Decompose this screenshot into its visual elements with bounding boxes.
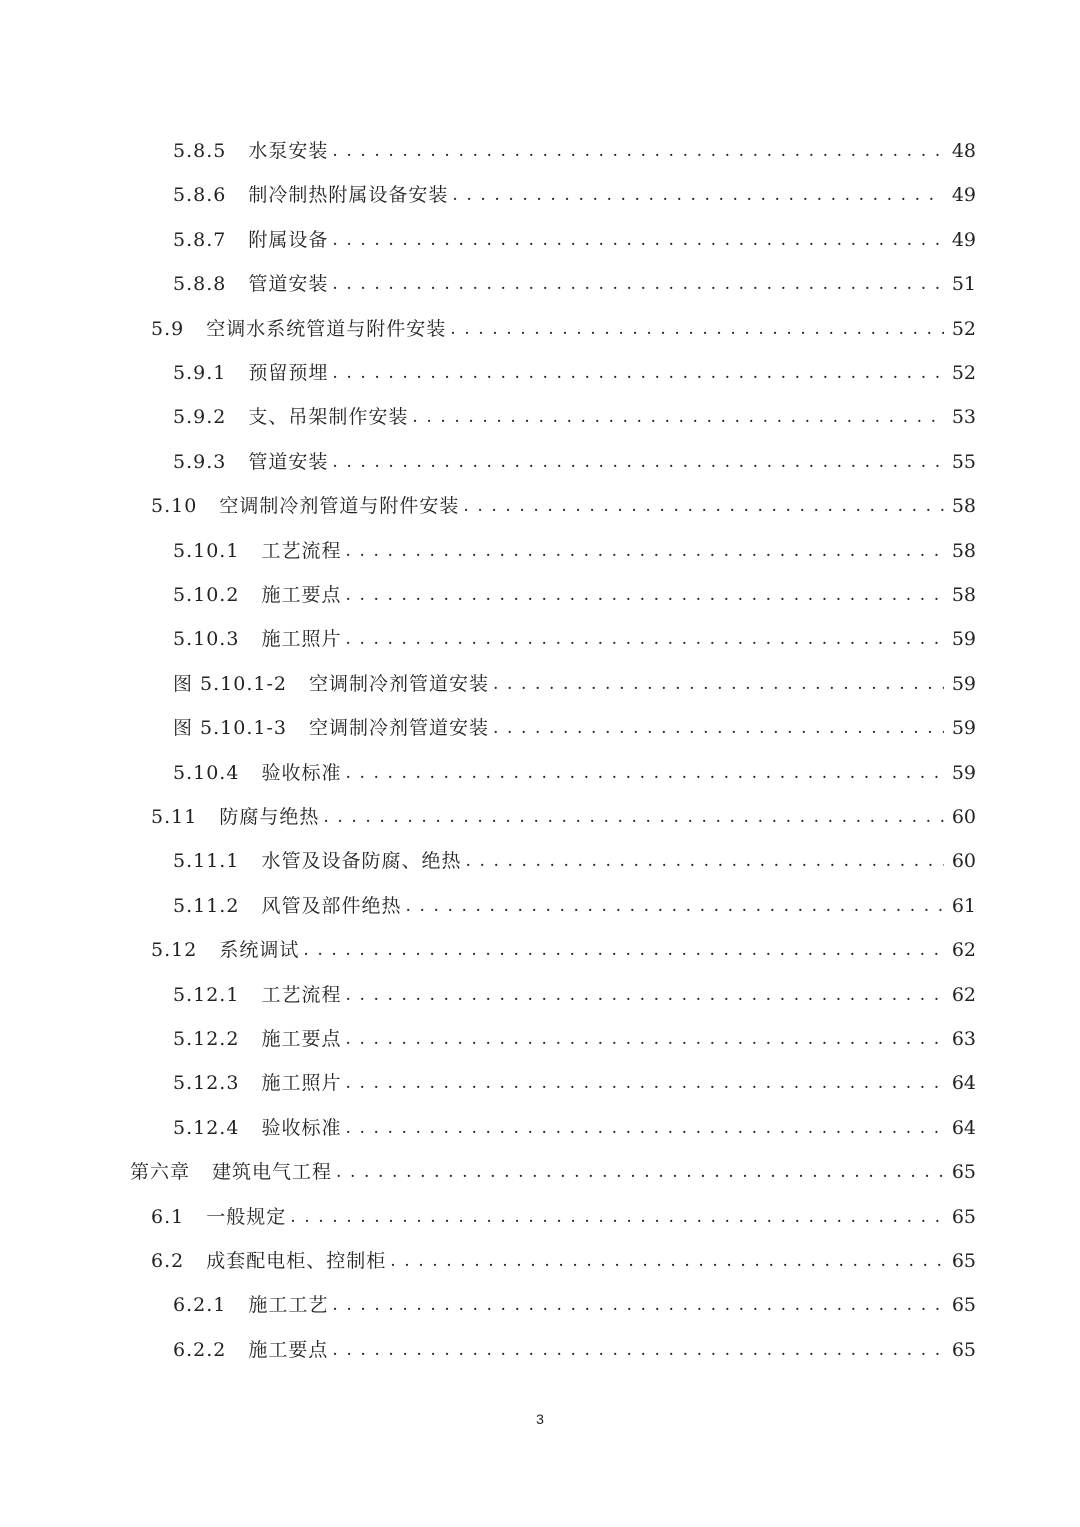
toc-dot-leader <box>336 1150 944 1194</box>
toc-entry-title: 管道安装 <box>248 450 329 473</box>
toc-entry[interactable] <box>173 529 976 573</box>
toc-entry-title: 系统调试 <box>219 939 300 962</box>
toc-entry-page: 52 <box>951 362 976 384</box>
toc-entry-page: 60 <box>951 806 976 828</box>
toc-entry-page: 59 <box>951 628 976 651</box>
toc-entry-number: 5.12.4 <box>173 1116 240 1139</box>
toc-entry-page: 64 <box>951 1116 976 1139</box>
toc-dot-leader <box>332 1328 944 1372</box>
toc-entry-number: 6.2.1 <box>173 1294 227 1317</box>
toc-entry-title: 施工照片 <box>261 628 342 651</box>
toc-dot-leader <box>493 662 944 706</box>
toc-entry-page: 55 <box>951 450 976 473</box>
toc-dot-leader <box>390 1239 944 1283</box>
toc-entry[interactable] <box>151 484 976 528</box>
toc-entry[interactable] <box>173 1283 976 1327</box>
toc-dot-leader <box>332 129 944 173</box>
toc-entry-number: 6.2 <box>151 1250 185 1272</box>
toc-entry-title: 建筑电气工程 <box>212 1161 333 1184</box>
toc-entry[interactable] <box>173 706 976 750</box>
toc-dot-leader <box>345 1017 944 1061</box>
toc-entry-title: 施工工艺 <box>248 1294 329 1317</box>
toc-entry-page: 62 <box>951 983 976 1006</box>
toc-entry-number: 5.8.6 <box>173 184 227 207</box>
toc-dot-leader <box>332 440 944 484</box>
toc-entry-title: 施工照片 <box>261 1072 342 1095</box>
toc-dot-leader <box>345 617 944 661</box>
toc-entry-page: 59 <box>951 717 976 740</box>
toc-entry[interactable] <box>151 928 976 972</box>
toc-entry-page: 65 <box>951 1294 976 1317</box>
toc-entry-page: 58 <box>951 495 976 518</box>
toc-entry-number: 5.10.3 <box>173 628 240 651</box>
toc-entry[interactable] <box>151 1239 976 1283</box>
toc-entry-page: 63 <box>951 1028 976 1050</box>
toc-entry-title: 一般规定 <box>206 1205 287 1228</box>
toc-dot-leader <box>303 928 944 972</box>
toc-dot-leader <box>332 218 944 262</box>
toc-dot-leader <box>465 839 944 883</box>
toc-entry[interactable] <box>173 1017 976 1061</box>
toc-entry-number: 5.10.4 <box>173 761 240 784</box>
toc-entry-title: 预留预埋 <box>248 362 329 384</box>
toc-entry[interactable] <box>173 351 976 395</box>
toc-entry-page: 53 <box>951 406 976 429</box>
toc-entry-page: 58 <box>951 539 976 562</box>
toc-dot-leader <box>323 795 944 839</box>
toc-dot-leader <box>345 973 944 1017</box>
toc-entry-title: 施工要点 <box>261 1028 342 1050</box>
toc-entry[interactable] <box>173 262 976 306</box>
toc-entry[interactable] <box>173 395 976 439</box>
toc-entry-number: 5.8.7 <box>173 228 227 251</box>
toc-entry[interactable] <box>173 1061 976 1105</box>
toc-entry-number: 图 5.10.1-3 <box>173 717 287 740</box>
toc-dot-leader <box>332 1283 944 1327</box>
toc-entry-page: 52 <box>951 317 976 340</box>
toc-entry-page: 48 <box>951 140 976 162</box>
toc-entry-title: 空调制冷剂管道安装 <box>308 672 489 695</box>
toc-entry-page: 59 <box>951 672 976 695</box>
toc-entry-page: 51 <box>951 273 976 296</box>
toc-entry-page: 49 <box>951 228 976 251</box>
toc-entry-title: 成套配电柜、控制柜 <box>206 1250 387 1272</box>
toc-entry-title: 空调水系统管道与附件安装 <box>206 317 447 340</box>
toc-entry-title: 工艺流程 <box>261 539 342 562</box>
toc-entry-title: 制冷制热附属设备安装 <box>248 184 449 207</box>
toc-entry-title: 水管及设备防腐、绝热 <box>261 850 462 873</box>
toc-entry-title: 管道安装 <box>248 273 329 296</box>
toc-dot-leader <box>463 484 944 528</box>
toc-dot-leader <box>290 1195 944 1239</box>
toc-entry-number: 图 5.10.1-2 <box>173 672 287 695</box>
toc-entry-page: 62 <box>951 939 976 962</box>
toc-entry-number: 6.2.2 <box>173 1338 227 1361</box>
toc-entry-page: 60 <box>951 850 976 873</box>
toc-entry-number: 5.10.1 <box>173 539 240 562</box>
toc-entry-number: 5.11.2 <box>173 894 240 917</box>
toc-entry-number: 5.11.1 <box>173 850 240 873</box>
toc-dot-leader <box>345 1106 944 1150</box>
toc-entry-number: 5.12.2 <box>173 1028 240 1050</box>
toc-entry-number: 5.8.5 <box>173 140 227 162</box>
toc-entry-title: 验收标准 <box>261 761 342 784</box>
toc-dot-leader <box>405 884 944 928</box>
toc-entry-page: 59 <box>951 761 976 784</box>
toc-entry[interactable] <box>173 218 976 262</box>
toc-entry[interactable] <box>173 1328 976 1372</box>
toc-entry[interactable] <box>173 573 976 617</box>
toc-entry-number: 5.9.1 <box>173 362 227 384</box>
toc-entry-number: 5.10.2 <box>173 584 240 606</box>
toc-entry-number: 5.11 <box>151 806 198 828</box>
toc-dot-leader <box>345 529 944 573</box>
toc-dot-leader <box>345 573 944 617</box>
toc-entry[interactable] <box>173 884 976 928</box>
toc-dot-leader <box>450 307 944 351</box>
toc-entry[interactable] <box>173 662 976 706</box>
toc-entry-title: 施工要点 <box>248 1338 329 1361</box>
toc-entry-title: 工艺流程 <box>261 983 342 1006</box>
toc-dot-leader <box>332 351 944 395</box>
page-number: 3 <box>536 1411 544 1427</box>
toc-entry-title: 空调制冷剂管道安装 <box>308 717 489 740</box>
toc-entry-title: 水泵安装 <box>248 140 329 162</box>
toc-entry-page: 65 <box>951 1338 976 1361</box>
toc-entry[interactable] <box>173 973 976 1017</box>
toc-entry-number: 5.9 <box>151 317 185 340</box>
toc-entry-title: 附属设备 <box>248 228 329 251</box>
toc-entry-number: 5.9.3 <box>173 450 227 473</box>
toc-entry-title: 施工要点 <box>261 584 342 606</box>
toc-dot-leader <box>412 395 944 439</box>
toc-entry-page: 58 <box>951 584 976 606</box>
toc-dot-leader <box>493 706 944 750</box>
toc-entry-title: 验收标准 <box>261 1116 342 1139</box>
toc-entry-number: 5.10 <box>151 495 198 518</box>
toc-entry-number: 5.12.3 <box>173 1072 240 1095</box>
toc-entry[interactable] <box>173 440 976 484</box>
toc-entry-title: 支、吊架制作安装 <box>248 406 409 429</box>
toc-entry-page: 49 <box>951 184 976 207</box>
toc-dot-leader <box>452 173 944 217</box>
toc-entry[interactable] <box>151 1195 976 1239</box>
toc-entry-number: 6.1 <box>151 1205 185 1228</box>
toc-entry[interactable] <box>173 617 976 661</box>
toc-entry[interactable] <box>173 129 976 173</box>
toc-entry[interactable] <box>173 751 976 795</box>
toc-dot-leader <box>345 751 944 795</box>
toc-entry-page: 65 <box>951 1250 976 1272</box>
toc-entry-title: 防腐与绝热 <box>219 806 320 828</box>
toc-entry[interactable] <box>151 795 976 839</box>
toc-entry[interactable] <box>173 1106 976 1150</box>
toc-dot-leader <box>345 1061 944 1105</box>
toc-entry-page: 61 <box>951 894 976 917</box>
toc-entry-number: 第六章 <box>130 1161 191 1184</box>
toc-entry-number: 5.12 <box>151 939 198 962</box>
toc-entry[interactable] <box>130 1150 976 1194</box>
toc-entry-number: 5.9.2 <box>173 406 227 429</box>
toc-entry-page: 65 <box>951 1161 976 1184</box>
toc-entry-number: 5.12.1 <box>173 983 240 1006</box>
toc-entry-title: 风管及部件绝热 <box>261 894 402 917</box>
toc-entry[interactable] <box>173 173 976 217</box>
toc-entry-number: 5.8.8 <box>173 273 227 296</box>
toc-entry-title: 空调制冷剂管道与附件安装 <box>219 495 460 518</box>
toc-entry-page: 65 <box>951 1205 976 1228</box>
toc-entry[interactable] <box>151 307 976 351</box>
toc-entry-page: 64 <box>951 1072 976 1095</box>
toc-entry[interactable] <box>173 839 976 883</box>
toc-dot-leader <box>332 262 944 306</box>
